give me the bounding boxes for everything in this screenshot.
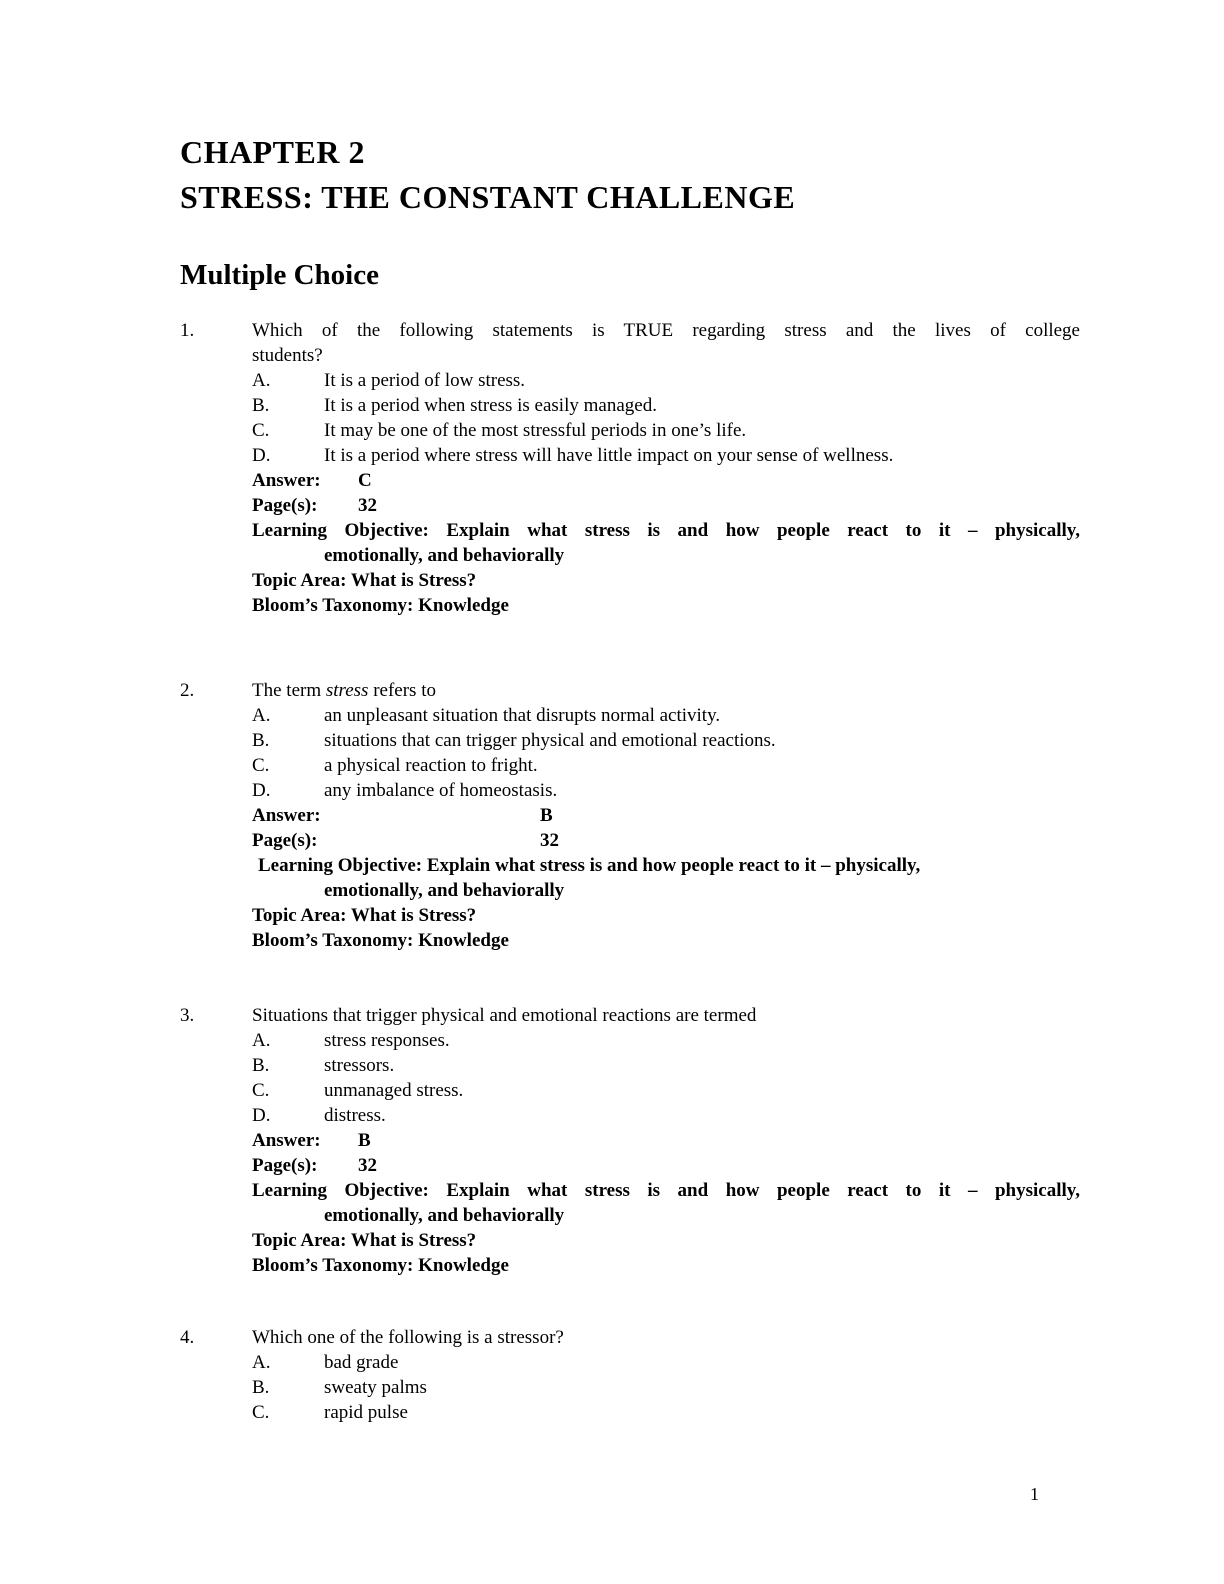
option-text: distress. xyxy=(324,1105,386,1126)
topic-area: Topic Area: What is Stress? xyxy=(252,905,477,926)
pages-value: 32 xyxy=(358,1155,377,1176)
learning-objective-continuation: emotionally, and behaviorally xyxy=(324,1205,565,1226)
pages-label: Page(s): xyxy=(252,1155,318,1176)
pages-label: Page(s): xyxy=(252,830,318,851)
option-letter: B. xyxy=(252,1377,270,1398)
blooms-taxonomy: Bloom’s Taxonomy: Knowledge xyxy=(252,1255,509,1276)
option-a xyxy=(252,1350,1080,1375)
option-letter: C. xyxy=(252,1402,270,1423)
option-text: stressors. xyxy=(324,1055,395,1076)
option-text: It is a period when stress is easily managed. xyxy=(324,395,657,416)
answer-row xyxy=(252,803,1080,828)
answer-value: B xyxy=(358,1130,371,1151)
question-stem: Which one of the following is a stressor? xyxy=(252,1327,564,1348)
document-content xyxy=(180,130,1080,1425)
option-text: stress responses. xyxy=(324,1030,450,1051)
answer-label: Answer: xyxy=(252,1130,321,1151)
answer-row xyxy=(252,1128,1080,1153)
option-letter: C. xyxy=(252,420,270,441)
option-text: It is a period where stress will have little impact on your sense of wellness. xyxy=(324,445,894,466)
option-letter: A. xyxy=(252,1352,271,1373)
option-letter: B. xyxy=(252,730,270,751)
question-4 xyxy=(180,1325,1080,1425)
learning-objective-continuation: emotionally, and behaviorally xyxy=(324,545,565,566)
option-b xyxy=(252,1053,1080,1078)
question-1 xyxy=(180,318,1080,618)
option-c xyxy=(252,1078,1080,1103)
option-text: bad grade xyxy=(324,1352,399,1373)
pages-value: 32 xyxy=(540,830,559,851)
option-text: rapid pulse xyxy=(324,1402,408,1423)
question-number: 4. xyxy=(180,1327,195,1348)
learning-objective: Learning Objective: Explain what stress is and how people react to it – physically, xyxy=(252,520,1080,541)
stem-italic-term: stress xyxy=(325,680,369,701)
option-letter: D. xyxy=(252,1105,271,1126)
option-c xyxy=(252,1400,1080,1425)
option-text: unmanaged stress. xyxy=(324,1080,464,1101)
option-text: It is a period of low stress. xyxy=(324,370,526,391)
pages-row xyxy=(252,1153,1080,1178)
option-letter: A. xyxy=(252,705,271,726)
answer-value: C xyxy=(358,470,372,491)
blooms-taxonomy: Bloom’s Taxonomy: Knowledge xyxy=(252,930,509,951)
answer-value: B xyxy=(540,805,553,826)
pages-value: 32 xyxy=(358,495,377,516)
question-3 xyxy=(180,1003,1080,1278)
answer-label: Answer: xyxy=(252,470,321,491)
option-letter: B. xyxy=(252,395,270,416)
option-d xyxy=(252,443,1080,468)
topic-area: Topic Area: What is Stress? xyxy=(252,1230,477,1251)
question-number: 1. xyxy=(180,320,195,341)
option-b xyxy=(252,728,1080,753)
answer-row xyxy=(252,468,1080,493)
option-text: a physical reaction to fright. xyxy=(324,755,538,776)
answer-label: Answer: xyxy=(252,805,321,826)
option-letter: D. xyxy=(252,445,271,466)
pages-row xyxy=(252,493,1080,518)
page-number: 1 xyxy=(1030,1484,1039,1504)
learning-objective-continuation: emotionally, and behaviorally xyxy=(324,880,565,901)
question-stem xyxy=(252,678,1080,703)
option-text: an unpleasant situation that disrupts normal activity. xyxy=(324,705,721,726)
option-c xyxy=(252,418,1080,443)
question-2 xyxy=(180,678,1080,953)
option-d xyxy=(252,778,1080,803)
option-text: sweaty palms xyxy=(324,1377,427,1398)
pages-label: Page(s): xyxy=(252,495,318,516)
chapter-title-line: CHAPTER 2 xyxy=(180,134,365,170)
section-heading: Multiple Choice xyxy=(180,259,379,291)
option-text: situations that can trigger physical and emotional reactions. xyxy=(324,730,776,751)
page-title xyxy=(180,130,1080,220)
question-number: 2. xyxy=(180,680,195,701)
question-number: 3. xyxy=(180,1005,195,1026)
stem-suffix: refers to xyxy=(368,680,436,701)
learning-objective: Learning Objective: Explain what stress is and how people react to it – physically, xyxy=(258,855,921,876)
option-text: It may be one of the most stressful periods in one’s life. xyxy=(324,420,747,441)
stem-prefix: The term xyxy=(252,680,326,701)
option-letter: C. xyxy=(252,1080,270,1101)
learning-objective: Learning Objective: Explain what stress is and how people react to it – physically, xyxy=(252,1180,1080,1201)
option-text: any imbalance of homeostasis. xyxy=(324,780,558,801)
option-d xyxy=(252,1103,1080,1128)
chapter-subtitle-line: STRESS: THE CONSTANT CHALLENGE xyxy=(180,179,796,215)
topic-area: Topic Area: What is Stress? xyxy=(252,570,477,591)
question-stem: Situations that trigger physical and emotional reactions are termed xyxy=(252,1005,757,1026)
option-b xyxy=(252,393,1080,418)
option-letter: A. xyxy=(252,370,271,391)
option-b xyxy=(252,1375,1080,1400)
question-stem: Which of the following statements is TRUE regarding stress and the lives of college xyxy=(252,320,1080,341)
blooms-taxonomy: Bloom’s Taxonomy: Knowledge xyxy=(252,595,509,616)
option-letter: D. xyxy=(252,780,271,801)
option-letter: A. xyxy=(252,1030,271,1051)
pages-row xyxy=(252,828,1080,853)
option-c xyxy=(252,753,1080,778)
option-letter: C. xyxy=(252,755,270,776)
option-a xyxy=(252,703,1080,728)
option-letter: B. xyxy=(252,1055,270,1076)
option-a xyxy=(252,1028,1080,1053)
option-a xyxy=(252,368,1080,393)
question-stem-continuation: students? xyxy=(252,345,323,366)
